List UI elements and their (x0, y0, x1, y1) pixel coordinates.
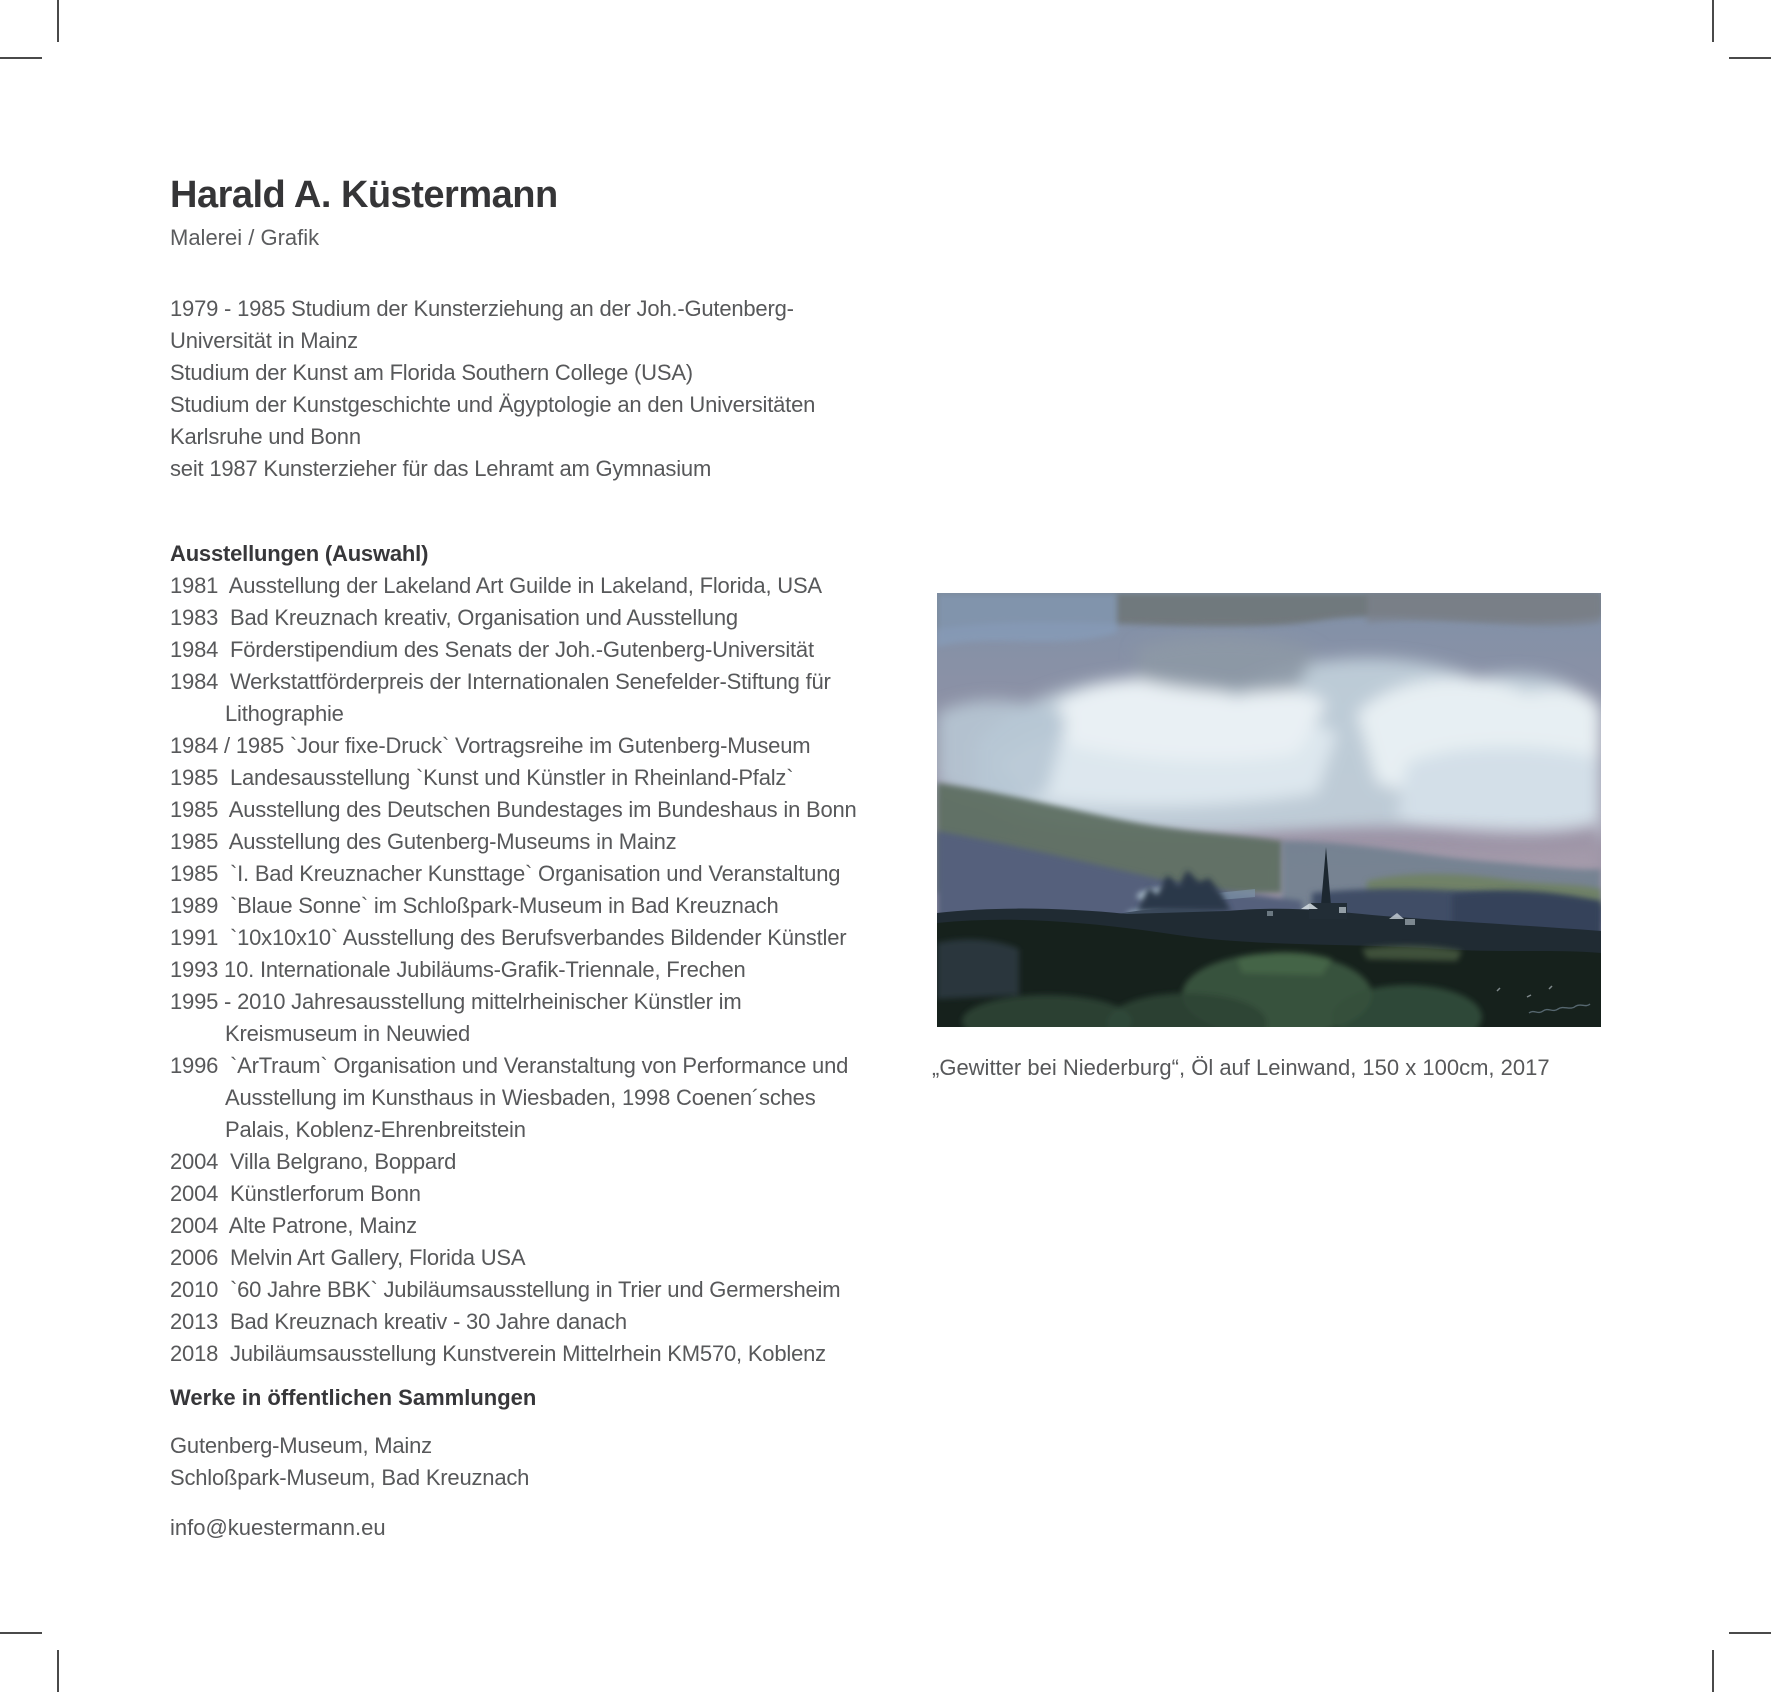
exhibition-entry: 2018 Jubiläumsausstellung Kunstverein Mittelrhein KM570, Koblenz (170, 1341, 826, 1366)
collections-list (170, 1430, 529, 1494)
bio-line: Studium der Kunstgeschichte und Ägyptologie an den Universitäten (170, 392, 816, 417)
exhibition-entry: 2004 Villa Belgrano, Boppard (170, 1149, 457, 1174)
exhibition-entry: 1996 `ArTraum` Organisation und Veranstaltung von Performance und (170, 1053, 849, 1078)
bio-line: 1979 - 1985 Studium der Kunsterziehung an der Joh.-Gutenberg- (170, 296, 794, 321)
exhibitions-section (170, 538, 857, 1370)
collections-heading: Werke in öffentlichen Sammlungen (170, 1385, 537, 1410)
crop-mark-top-right-h (1729, 57, 1771, 59)
exhibition-entry: Palais, Koblenz-Ehrenbreitstein (225, 1117, 526, 1142)
exhibitions-list (170, 570, 857, 1370)
exhibition-entry: 2013 Bad Kreuznach kreativ - 30 Jahre danach (170, 1309, 627, 1334)
exhibition-entry: 1993 10. Internationale Jubiläums-Grafik-Triennale, Frechen (170, 957, 746, 982)
exhibition-entry: 1983 Bad Kreuznach kreativ, Organisation und Ausstellung (170, 605, 738, 630)
exhibitions-heading: Ausstellungen (Auswahl) (170, 541, 429, 566)
exhibition-entry: 1985 `I. Bad Kreuznacher Kunsttage` Organisation und Veranstaltung (170, 861, 841, 886)
exhibition-entry: 1981 Ausstellung der Lakeland Art Guilde in Lakeland, Florida, USA (170, 573, 822, 598)
exhibition-entry: 1991 `10x10x10` Ausstellung des Berufsverbandes Bildender Künstler (170, 925, 847, 950)
collection-item: Schloßpark-Museum, Bad Kreuznach (170, 1465, 530, 1490)
crop-mark-top-left-h (0, 57, 42, 59)
crop-mark-top-right-v (1712, 0, 1714, 42)
exhibition-entry: 1995 - 2010 Jahresausstellung mittelrheinischer Künstler im (170, 989, 742, 1014)
artwork-image (937, 593, 1601, 1027)
exhibition-entry: 2004 Alte Patrone, Mainz (170, 1213, 417, 1238)
bio-line: Karlsruhe und Bonn (170, 424, 361, 449)
crop-mark-bottom-right-v (1712, 1650, 1714, 1692)
page-subtitle: Malerei / Grafik (170, 225, 320, 250)
exhibition-entry: 1985 Landesausstellung `Kunst und Künstler in Rheinland-Pfalz` (170, 765, 794, 790)
exhibition-entry: 2010 `60 Jahre BBK` Jubiläumsausstellung in Trier und Germersheim (170, 1277, 841, 1302)
exhibition-entry: 2004 Künstlerforum Bonn (170, 1181, 421, 1206)
exhibition-entry: 1984 Förderstipendium des Senats der Joh.-Gutenberg-Universität (170, 637, 814, 662)
bio-line: Universität in Mainz (170, 328, 358, 353)
exhibition-entry: 1984 Werkstattförderpreis der Internationalen Senefelder-Stiftung für (170, 669, 831, 694)
bio-line: seit 1987 Kunsterzieher für das Lehramt am Gymnasium (170, 456, 712, 481)
exhibition-entry: 1989 `Blaue Sonne` im Schloßpark-Museum in Bad Kreuznach (170, 893, 779, 918)
crop-mark-bottom-right-h (1729, 1632, 1771, 1634)
crop-mark-bottom-left-h (0, 1632, 42, 1634)
bio-section (170, 293, 815, 485)
exhibition-entry: Lithographie (225, 701, 344, 726)
exhibition-entry: Ausstellung im Kunsthaus in Wiesbaden, 1998 Coenen´sches (225, 1085, 816, 1110)
crop-mark-top-left-v (57, 0, 59, 42)
artwork-caption: „Gewitter bei Niederburg“, Öl auf Leinwand, 150 x 100cm, 2017 (932, 1055, 1550, 1080)
exhibition-entry: 1985 Ausstellung des Gutenberg-Museums in Mainz (170, 829, 677, 854)
bio-line: Studium der Kunst am Florida Southern College (USA) (170, 360, 693, 385)
page-title: Harald A. Küstermann (170, 174, 558, 217)
collection-item: Gutenberg-Museum, Mainz (170, 1433, 432, 1458)
contact-email: info@kuestermann.eu (170, 1515, 386, 1540)
crop-mark-bottom-left-v (57, 1650, 59, 1692)
exhibition-entry: 2006 Melvin Art Gallery, Florida USA (170, 1245, 526, 1270)
exhibition-entry: 1984 / 1985 `Jour fixe-Druck` Vortragsreihe im Gutenberg-Museum (170, 733, 811, 758)
exhibition-entry: 1985 Ausstellung des Deutschen Bundestages im Bundeshaus in Bonn (170, 797, 857, 822)
exhibition-entry: Kreismuseum in Neuwied (225, 1021, 471, 1046)
